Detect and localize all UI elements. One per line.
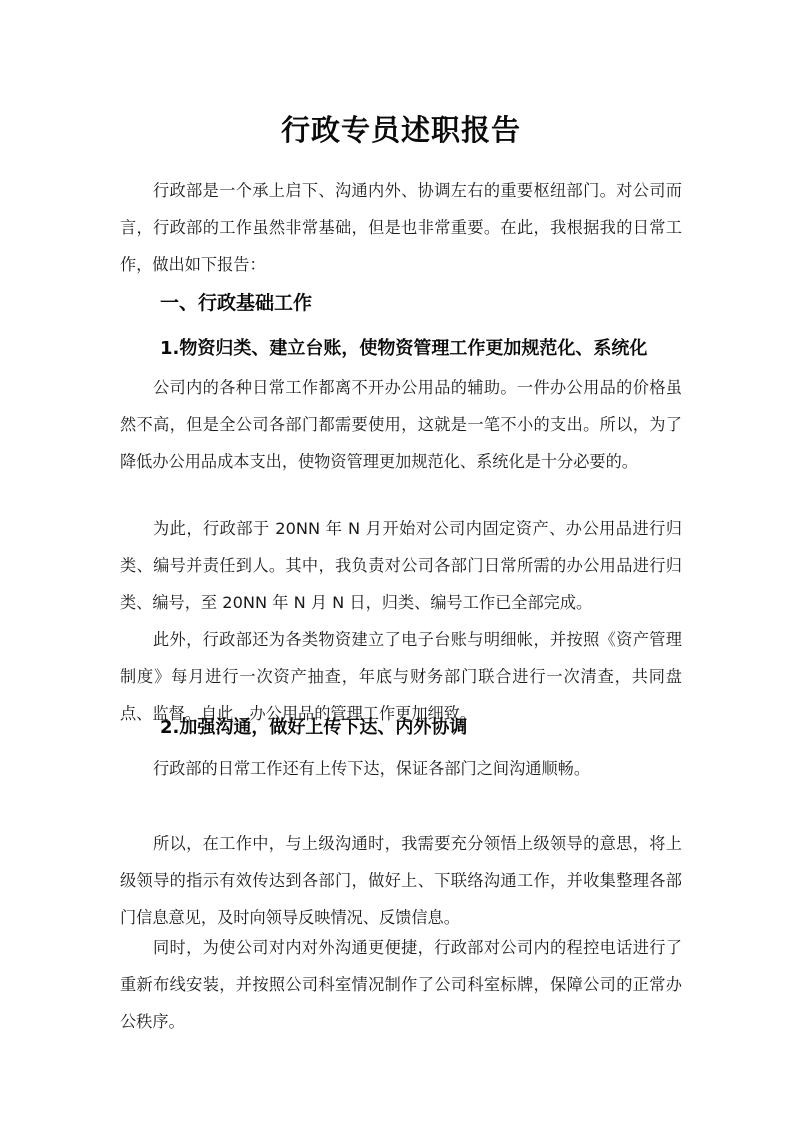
subsection-heading-2: 2.加强沟通，做好上传下达、内外协调 [160,717,468,738]
paragraph-1-1-1: 公司内的各种日常工作都离不开办公用品的辅助。一件办公用品的价格虽然不高，但是全公司各部门都需要使用，这就是一笔不小的支出。所以，为了降低办公用品成本支出，使物资管理更加规范化、系统化是十分必要的。 [120,378,682,471]
paragraph-1-2-2: 所以，在工作中，与上级沟通时，我需要充分领悟上级领导的意思，将上级领导的指示有效传达到各部门，做好上、下联络沟通工作，并收集整理各部门信息意见，及时向领导反映情况、反馈信息。 [120,834,682,927]
paragraph-1-1-3: 此外，行政部还为各类物资建立了电子台账与明细帐，并按照《资产管理制度》每月进行一次资产抽查，年底与财务部门联合进行一次清查，共同盘点、监督。自此，办公用品的管理工作更加细致。 [120,630,682,723]
section-heading-1: 一、行政基础工作 [160,292,313,314]
document-title: 行政专员述职报告 [280,113,521,147]
intro-paragraph: 行政部是一个承上启下、沟通内外、协调左右的重要枢纽部门。对公司而言，行政部的工作虽然非常基础，但是也非常重要。在此，我根据我的日常工作，做出如下报告： [120,181,682,274]
subsection-heading-1: 1.物资归类、建立台账，使物资管理工作更加规范化、系统化 [160,338,648,359]
paragraph-1-2-3: 同时，为使公司对内对外沟通更便捷，行政部对公司内的程控电话进行了重新布线安装，并按照公司科室情况制作了公司科室标牌，保障公司的正常办公秩序。 [120,938,682,1031]
paragraph-1-2-1: 行政部的日常工作还有上传下达，保证各部门之间沟通顺畅。 [153,759,591,778]
paragraph-1-1-2: 为此，行政部于 20NN 年 N 月开始对公司内固定资产、办公用品进行归类、编号并责任到人。其中，我负责对公司各部门日常所需的办公用品进行归类、编号，至 20NN 年 N 月 N 日，归类、编号工作已全部完成。 [120,519,682,612]
